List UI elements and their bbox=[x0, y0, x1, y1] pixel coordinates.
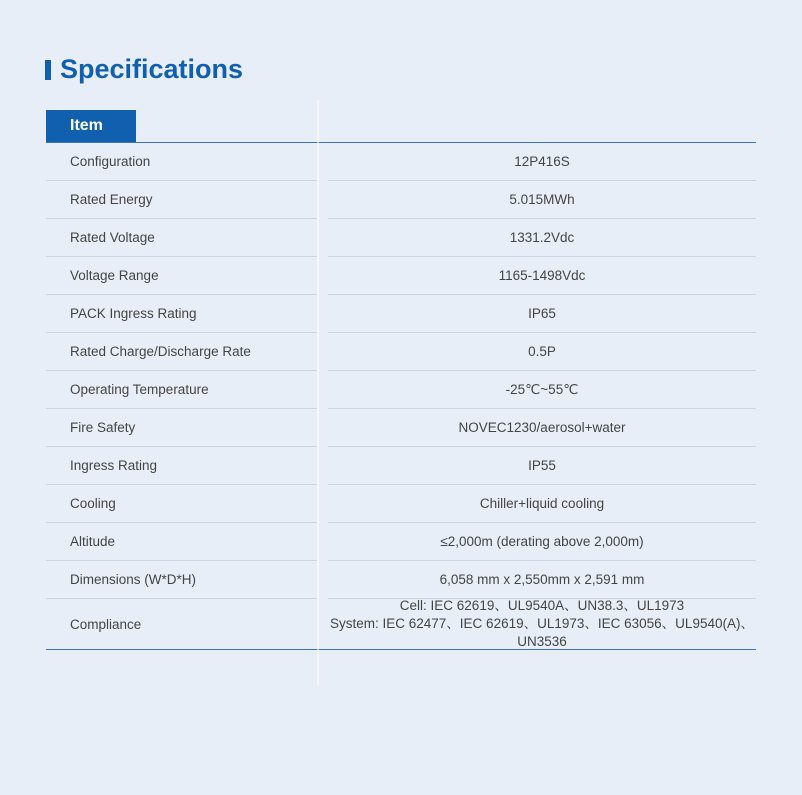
row-label: Dimensions (W*D*H) bbox=[46, 561, 317, 599]
table-row bbox=[46, 333, 756, 371]
row-value: IP55 bbox=[328, 447, 756, 485]
table-row bbox=[46, 447, 756, 485]
row-value: 6,058 mm x 2,550mm x 2,591 mm bbox=[328, 561, 756, 599]
table-row bbox=[46, 523, 756, 561]
table-row bbox=[46, 295, 756, 333]
row-label: Compliance bbox=[70, 616, 142, 632]
table-header bbox=[46, 110, 756, 143]
row-value: 12P416S bbox=[328, 143, 756, 181]
page-title: Specifications bbox=[60, 54, 244, 84]
row-value: Chiller+liquid cooling bbox=[328, 485, 756, 523]
row-value: 0.5P bbox=[328, 333, 756, 371]
row-label: PACK Ingress Rating bbox=[46, 295, 317, 333]
row-label: Rated Charge/Discharge Rate bbox=[46, 333, 317, 371]
table-row bbox=[46, 371, 756, 409]
table-row bbox=[46, 143, 756, 181]
row-label: Voltage Range bbox=[46, 257, 317, 295]
table-row bbox=[46, 181, 756, 219]
compliance-cell-line: Cell: IEC 62619、UL9540A、UN38.3、UL1973 bbox=[399, 598, 685, 613]
table-row-compliance bbox=[46, 599, 756, 649]
table-row bbox=[46, 561, 756, 599]
title-block bbox=[45, 54, 243, 85]
row-label: Cooling bbox=[46, 485, 317, 523]
row-label: Operating Temperature bbox=[46, 371, 317, 409]
row-value: 5.015MWh bbox=[328, 181, 756, 219]
table-body bbox=[46, 143, 756, 649]
table-row bbox=[46, 257, 756, 295]
row-label: Ingress Rating bbox=[46, 447, 317, 485]
row-value: IP65 bbox=[328, 295, 756, 333]
row-label: Altitude bbox=[46, 523, 317, 561]
row-label: Configuration bbox=[46, 143, 317, 181]
row-value bbox=[328, 599, 756, 649]
table-row bbox=[46, 409, 756, 447]
title-accent-bar bbox=[45, 60, 51, 80]
row-label: Fire Safety bbox=[46, 409, 317, 447]
row-value: ≤2,000m (derating above 2,000m) bbox=[328, 523, 756, 561]
compliance-system-line: System: IEC 62477、IEC 62619、UL1973、IEC 63056、UL9540(A)、UN3536 bbox=[330, 616, 754, 649]
header-item-tab: Item bbox=[46, 110, 136, 142]
row-label: Rated Energy bbox=[46, 181, 317, 219]
spec-table bbox=[46, 110, 756, 650]
row-value: NOVEC1230/aerosol+water bbox=[328, 409, 756, 447]
table-row bbox=[46, 485, 756, 523]
row-value: -25℃~55℃ bbox=[328, 371, 756, 409]
row-value: 1165-1498Vdc bbox=[328, 257, 756, 295]
row-value: 1331.2Vdc bbox=[328, 219, 756, 257]
row-label: Rated Voltage bbox=[46, 219, 317, 257]
table-row bbox=[46, 219, 756, 257]
